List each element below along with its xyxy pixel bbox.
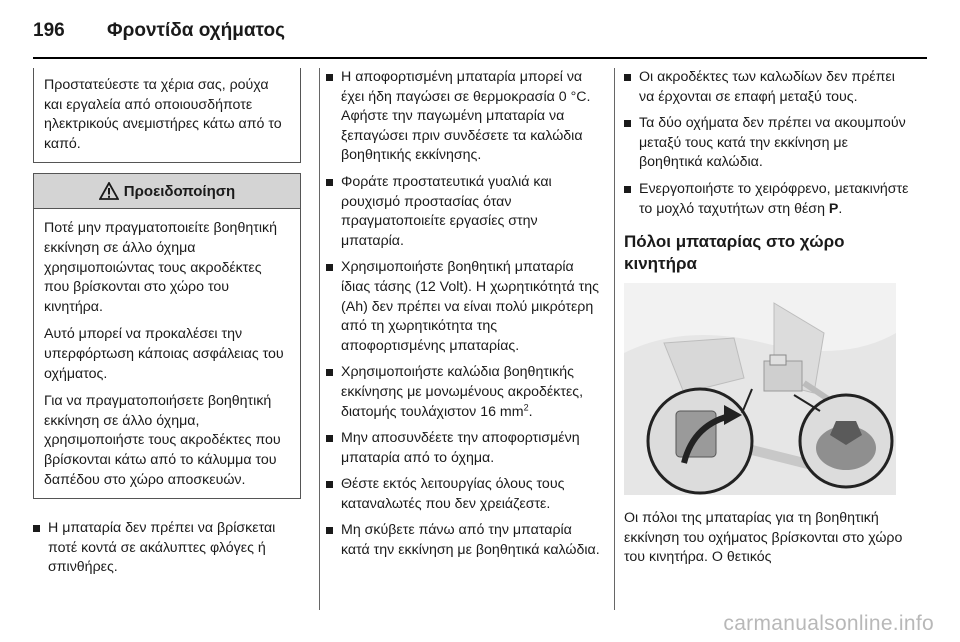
bullet-list: [326, 68, 604, 561]
list-item: Μη σκύβετε πάνω από την μπαταρία κατά την εκκίνηση με βοηθητικά καλώδια.: [326, 521, 604, 560]
column-divider: [614, 68, 615, 610]
column-left: [33, 68, 301, 585]
column-right: [624, 68, 910, 568]
list-item: Η μπαταρία δεν πρέπει να βρίσκεται ποτέ κοντά σε ακάλυπτες φλόγες ή σπινθήρες.: [33, 519, 301, 578]
page-number: 196: [33, 20, 65, 41]
bullet-square-icon: [326, 74, 333, 81]
page-header: [0, 0, 960, 60]
list-item: Τα δύο οχήματα δεν πρέπει να ακουμπούν μεταξύ τους κατά την εκκίνηση με βοηθητικά καλώδια.: [624, 114, 910, 173]
bullet-square-icon: [326, 264, 333, 271]
bullet-square-icon: [326, 369, 333, 376]
engine-bay-illustration: [624, 283, 896, 495]
warning-paragraph: Για να πραγματοποιήσετε βοηθητική εκκίνηση σε άλλο όχημα, χρησιμοποιήστε τους ακροδέκτες που βρίσκονται κάτω από το κάλυμμα του δαπέδου στο χώρο αποσκευών.: [44, 393, 281, 488]
bullet-square-icon: [326, 481, 333, 488]
warning-header: [34, 174, 300, 209]
note-box: [33, 68, 301, 163]
bullet-square-icon: [326, 435, 333, 442]
warning-triangle-icon: [99, 182, 119, 200]
page-title: Φροντίδα οχήματος: [107, 20, 285, 41]
list-item: Οι ακροδέκτες των καλωδίων δεν πρέπει να έρχονται σε επαφή μεταξύ τους.: [624, 68, 910, 107]
column-divider: [319, 68, 320, 610]
list-item: Χρησιμοποιήστε καλώδια βοηθητικής εκκίνησης με μονωμένους ακροδέκτες, διατομής τουλάχιστον 16 $mm^2$.: [326, 363, 604, 422]
bullet-square-icon: [624, 74, 631, 81]
bullet-list: [624, 68, 910, 219]
bullet-square-icon: [33, 525, 40, 532]
list-item: Φοράτε προστατευτικά γυαλιά και ρουχισμό προστασίας όταν πραγματοποιείτε εργασίες στην μπαταρία.: [326, 173, 604, 251]
column-middle: [326, 68, 604, 568]
figure-caption: Οι πόλοι της μπαταρίας για τη βοηθητική εκκίνηση του οχήματος βρίσκονται στο χώρο του κινητήρα. Ο θετικός: [624, 510, 903, 566]
warning-paragraph: Ποτέ μην πραγματοποιείτε βοηθητική εκκίνηση σε άλλο όχημα χρησιμοποιώντας τους ακροδέκτες που βρίσκονται στο χώρο του κινητήρα.: [44, 220, 277, 315]
warning-paragraph: Αυτό μπορεί να προκαλέσει την υπερφόρτωση κάποιας ασφάλειας του οχήματος.: [44, 326, 284, 382]
list-item: Ενεργοποιήστε το χειρόφρενο, μετακινήστε το μοχλό ταχυτήτων στη θέση P.: [624, 180, 910, 219]
bullet-list: [33, 519, 301, 578]
warning-box: [33, 173, 301, 499]
bullet-square-icon: [326, 527, 333, 534]
bullet-square-icon: [624, 186, 631, 193]
bullet-square-icon: [326, 179, 333, 186]
warning-title: Προειδοποίηση: [123, 182, 236, 200]
watermark: carmanualsonline.info: [723, 612, 934, 635]
note-text: Προστατεύεστε τα χέρια σας, ρούχα και εργαλεία από οποιουσδήποτε ηλεκτρικούς ανεμιστήρες κάτω από το καπό.: [44, 77, 282, 152]
list-item: Θέστε εκτός λειτουργίας όλους τους καταναλωτές που δεν χρειάζεστε.: [326, 475, 604, 514]
section-heading: Πόλοι μπαταρίας στο χώρο κινητήρα: [624, 232, 845, 274]
list-item: Η αποφορτισμένη μπαταρία μπορεί να έχει ήδη παγώσει σε θερμοκρασία 0 °C. Αφήστε την παγωμένη μπαταρία να ξεπαγώσει πριν συνδέσετε τα καλώδια βοηθητικής εκκίνησης.: [326, 68, 604, 166]
list-item: Χρησιμοποιήστε βοηθητική μπαταρία ίδιας τάσης (12 Volt). Η χωρητικότητά της (Ah) δεν πρέπει να είναι πολύ μικρότερη από τη χωρητικότητα της αποφορτισμένης μπαταρίας.: [326, 258, 604, 356]
list-item: Μην αποσυνδέετε την αποφορτισμένη μπαταρία από το όχημα.: [326, 429, 604, 468]
bullet-square-icon: [624, 120, 631, 127]
warning-body: [34, 209, 300, 498]
header-divider: [33, 57, 927, 59]
